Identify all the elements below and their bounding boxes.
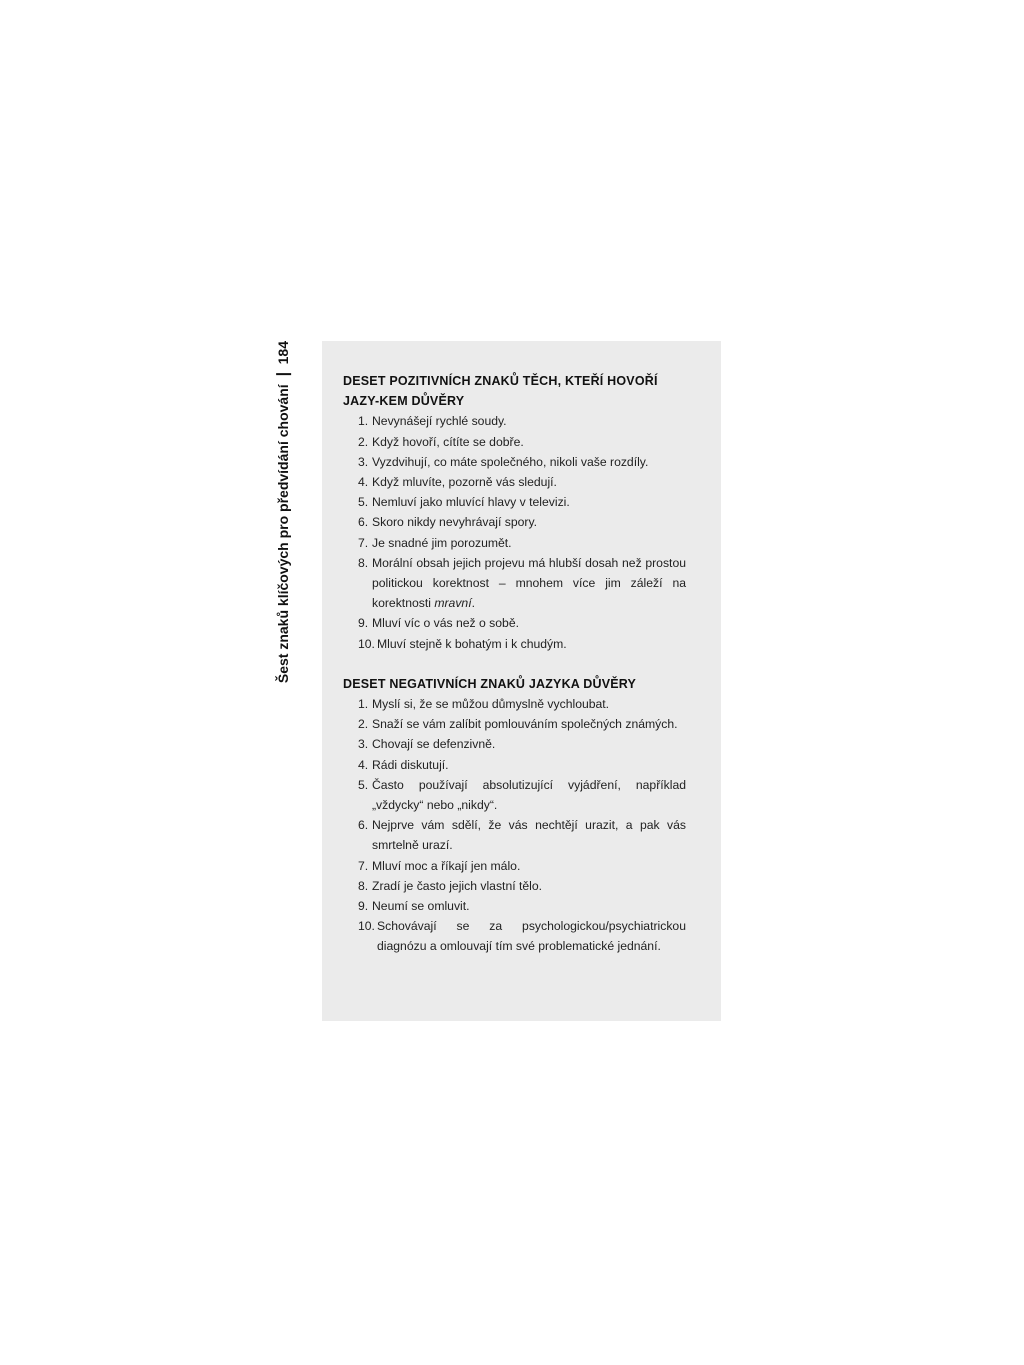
list-item: 10. Schovávají se za psychologickou/psychiatrickou diagnózu a omlouvají tím své problematické jednání. — [358, 919, 686, 954]
positive-list — [343, 411, 686, 653]
section-title-positive: DESET POZITIVNÍCH ZNAKŮ TĚCH, KTEŘÍ HOVOŘÍ JAZY-KEM DŮVĚRY — [343, 374, 658, 409]
list-item: 3. Chovají se defenzivně. — [358, 737, 496, 752]
list-item: 5. Nemluví jako mluvící hlavy v televizi. — [358, 495, 570, 510]
running-head-text — [274, 341, 292, 683]
list-item: 7. Mluví moc a říkají jen málo. — [358, 858, 521, 873]
list-item: 6. Nejprve vám sdělí, že vás nechtějí urazit, a pak vás smrtelně urazí. — [358, 818, 686, 853]
list-item: 1. Nevynášejí rychlé soudy. — [358, 414, 507, 429]
list-item: 8. Morální obsah jejich projevu má hlubší dosah než prostou politickou korektnost – mnohem více jim záleží na korektnosti mravní. — [358, 555, 686, 611]
negative-list — [343, 694, 686, 957]
running-head-title: Šest znaků klíčových pro předvídání chování — [275, 384, 291, 684]
page-number: 184 — [275, 341, 291, 365]
list-item: 6. Skoro nikdy nevyhrávají spory. — [358, 515, 538, 530]
list-item: 10. Mluví stejně k bohatým i k chudým. — [358, 636, 567, 651]
list-item: 3. Vyzdvihují, co máte společného, nikoli vaše rozdíly. — [358, 454, 649, 469]
list-item: 2. Snaží se vám zalíbit pomlouváním společných známých. — [358, 717, 678, 732]
list-item: 7. Je snadné jim porozumět. — [358, 535, 512, 550]
list-item: 5. Často používají absolutizující vyjádření, například „vždycky“ nebo „nikdy“. — [358, 777, 686, 813]
list-item: 2. Když hovoří, cítíte se dobře. — [358, 434, 524, 449]
list-item: 9. Neumí se omluvit. — [358, 899, 470, 914]
section-title-negative: DESET NEGATIVNÍCH ZNAKŮ JAZYKA DŮVĚRY — [343, 676, 637, 691]
list-item: 4. Když mluvíte, pozorně vás sledují. — [358, 475, 557, 490]
list-item: 9. Mluví víc o vás než o sobě. — [358, 616, 519, 631]
list-item: 4. Rádi diskutují. — [358, 757, 449, 772]
list-item: 1. Myslí si, že se můžou důmyslně vychloubat. — [358, 697, 610, 712]
box-content — [343, 371, 686, 957]
list-item: 8. Zradí je často jejich vlastní tělo. — [358, 878, 543, 893]
running-head-separator — [276, 373, 291, 375]
